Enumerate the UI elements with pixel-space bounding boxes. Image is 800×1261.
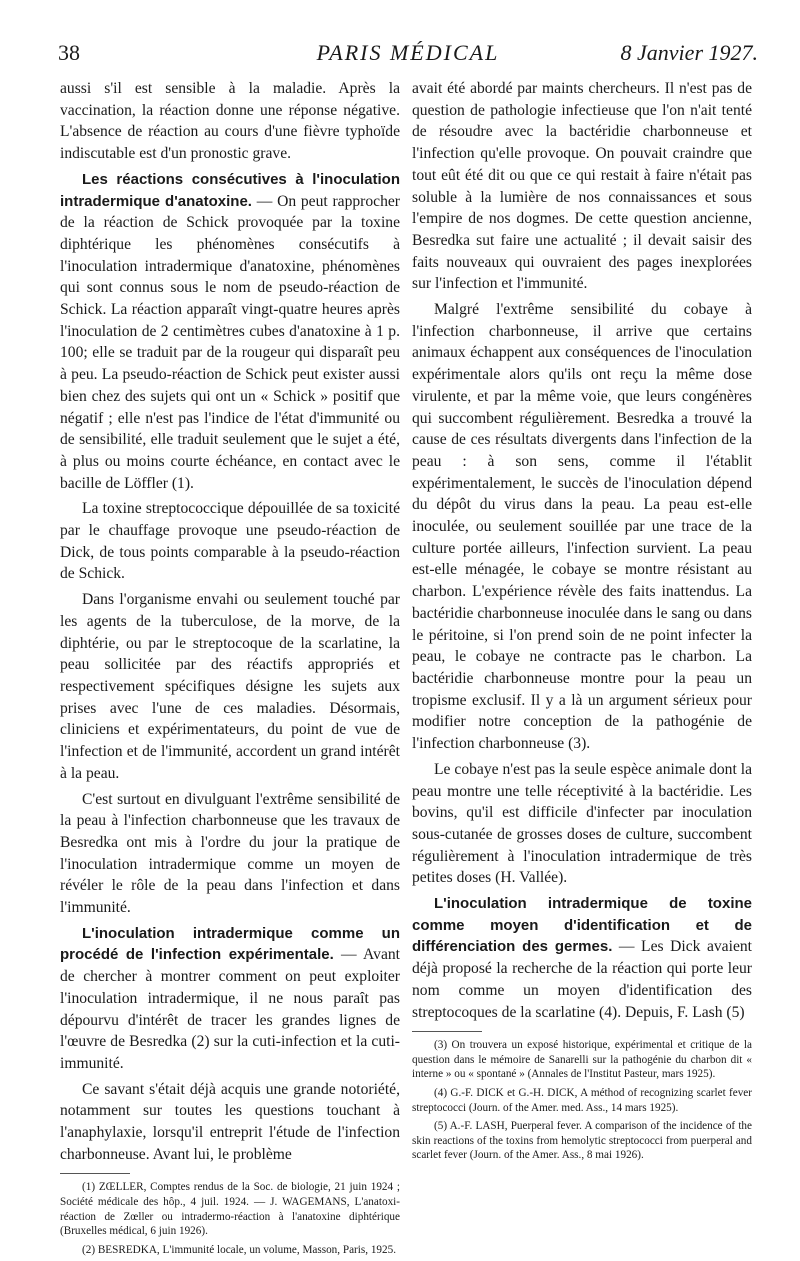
paragraph-with-heading bbox=[60, 169, 400, 495]
right-column bbox=[412, 78, 752, 1167]
footnote: (3) On trouvera un exposé historique, expérimental et critique de la question dans le mémoire de Sanarelli sur la pathogénie du charbon dit « interne » ou « spontané » (Annales de l'Institut Pasteur, mars 1925). bbox=[412, 1039, 752, 1081]
issue-date: 8 Janvier 1927. bbox=[620, 40, 758, 65]
section-heading: L'inoculation intradermique de toxine comme moyen d'identification et de différenciation des germes. bbox=[412, 895, 752, 956]
paragraph-with-heading bbox=[60, 923, 400, 1075]
footnote: (4) G.-F. DICK et G.-H. DICK, A méthod of recognizing scarlet fever streptococci (Journ. of the Amer. med. Ass., 14 mars 1925). bbox=[412, 1087, 752, 1114]
paragraph: Le cobaye n'est pas la seule espèce animale dont la peau montre une telle réceptivité à la bactéridie. Les bovins, qu'il est difficile d'infecter par inoculation sous-cutanée de grosses doses de culture, succombent régulièrement à l'inoculation intradermique de très petites doses (H. Vallée). bbox=[412, 760, 752, 887]
section-heading: Les réactions consécutives à l'inoculation intradermique d'anatoxine. bbox=[60, 170, 400, 210]
left-column bbox=[60, 78, 400, 1261]
paragraph: Dans l'organisme envahi ou seulement touché par les agents de la tuberculose, de la morve, de la diphtérie, ou par le streptocoque de la scarlatine, la peau sollicitée par des réactifs appropriés et respectivement spécifiques désigne les sujets aux prises avec l'une de ces maladies. Désormais, cliniciens et expérimentateurs, du point de vue de l'infection et de l'immunité, accordent un grand intérêt à la peau. bbox=[60, 591, 400, 782]
paragraph: aussi s'il est sensible à la maladie. Après la vaccination, la réaction donne une réponse négative. L'absence de réaction au cours d'une fièvre typhoïde indiscutable est d'un pronostic grave. bbox=[60, 80, 400, 163]
section-heading: L'inoculation intradermique comme un procédé de l'infection expérimentale. bbox=[60, 924, 400, 964]
paragraph: C'est surtout en divulguant l'extrême sensibilité de la peau à l'infection charbonneuse que les travaux de Besredka ont mis à l'ordre du jour la pratique de l'inoculation intradermique comme un moyen de révéler le rôle de la peau dans l'infection et dans l'immunité. bbox=[60, 790, 400, 917]
running-header bbox=[58, 40, 758, 70]
paragraph: Ce savant s'était déjà acquis une grande notoriété, notamment sur toutes les questions touchant à l'anaphylaxie, lorsqu'il entreprit l'étude de l'infection charbonneuse. Avant lui, le problème bbox=[60, 1080, 400, 1163]
paragraph-with-heading bbox=[412, 893, 752, 1023]
footnote: (2) BESREDKA, L'immunité locale, un volume, Masson, Paris, 1925. bbox=[82, 1243, 396, 1256]
paragraph-text: — Avant de chercher à montrer comment on peut exploiter l'inoculation intradermique, il ne nous paraît pas dépourvu d'intérêt de tracer les grandes lignes de l'œuvre de Besredka (2) sur la cuti-infection et la cuti-immunité. bbox=[60, 946, 400, 1072]
footnote: (1) ZŒLLER, Comptes rendus de la Soc. de biologie, 21 juin 1924 ; Société médicale des hôp., 4 juil. 1924. — J. WAGEMANS, L'anatoxi-réaction de Zœller ou intradermo-réaction à l'anatoxine diphtérique (Bruxelles médical, 6 juin 1926). bbox=[60, 1181, 400, 1238]
journal-title: PARIS MÉDICAL bbox=[316, 40, 500, 65]
paragraph: avait été abordé par maints chercheurs. Il n'est pas de question de pathologie infectieuse que l'on n'ait tenté de résoudre avec la bactéridie charbonneuse et l'infection qu'elle provoque. On pouvait craindre que tout eût été dit ou que ce qui restait à faire n'était pas soluble à la lumière de nos connaissances et sous l'empire de nos dogmes. De cette question ancienne, Besredka sut faire une actualité ; il devait saisir des faits nouveaux qui ouvraient des pages inexplorées sur l'infection et l'immunité. bbox=[412, 80, 752, 293]
page-number: 38 bbox=[58, 40, 80, 65]
paragraph: La toxine streptococcique dépouillée de sa toxicité par le chauffage provoque une pseudo-réaction de Dick, de tous points comparable à la pseudo-réaction de Schick. bbox=[60, 500, 400, 583]
paragraph: Malgré l'extrême sensibilité du cobaye à l'infection charbonneuse, il arrive que certains animaux échappent aux conséquences de l'inoculation expérimentale alors qu'ils ont reçu la même dose virulente, et par la même voie, que leurs congénères qui succombent régulièrement. Besredka a trouvé la cause de ces résultats divergents dans l'infection de la peau : à son sens, comme il l'établit expérimentalement, le succès de l'inoculation dépend du dépôt du virus dans la peau. La peau est-elle inoculée, ou seulement souillée par une trace de la culture portée ailleurs, l'infection survient. La peau est-elle ménagée, le cobaye se montre résistant au charbon. L'expérience révèle des faits inattendus. La bactéridie charbonneuse inoculée dans le sang ou dans le péritoine, si l'on prend soin de ne point infecter la peau, le cobaye ne contracte pas le charbon. La bactéridie charbonneuse montre pour la peau un tropisme exclusif. Il y a là un argument sérieux pour modifier notre conception de la pathogénie de l'infection charbonneuse (3). bbox=[412, 301, 752, 753]
paragraph-text: — On peut rapprocher de la réaction de Schick provoquée par la toxine diphtérique les phénomènes consécutifs à l'inoculation intradermique d'anatoxine, phénomènes qui sont connus sous le nom de pseudo-réaction de Schick. La réaction apparaît vingt-quatre heures après l'inoculation de 2 centimètres cubes d'anatoxine à 1 p. 100; elle se traduit par de la rougeur qui disparaît peu à peu. La pseudo-réaction de Schick peut exister aussi bien chez des sujets qui ont un « Schick » positif que négatif ; elle n'est pas l'indice de l'état d'immunité ou de sensibilité, elle traduit seulement que le sujet a été, à plus ou moins courte échéance, en contact avec le bacille de Löffler (1). bbox=[60, 192, 401, 492]
footnote-separator bbox=[412, 1031, 482, 1032]
footnote: (5) A.-F. LASH, Puerperal fever. A comparison of the incidence of the skin reactions of the toxins from hemolytic streptococci from puerperal and scarlet fever (Journ. of the Amer. Ass., 8 mai 1926). bbox=[412, 1120, 752, 1162]
footnote-separator bbox=[60, 1173, 130, 1174]
paragraph-text: — Les Dick avaient déjà proposé la recherche de la réaction qui porte leur nom comme un moyen d'identification des streptocoques de la scarlatine (4). Depuis, F. Lash (5) bbox=[412, 938, 752, 1021]
